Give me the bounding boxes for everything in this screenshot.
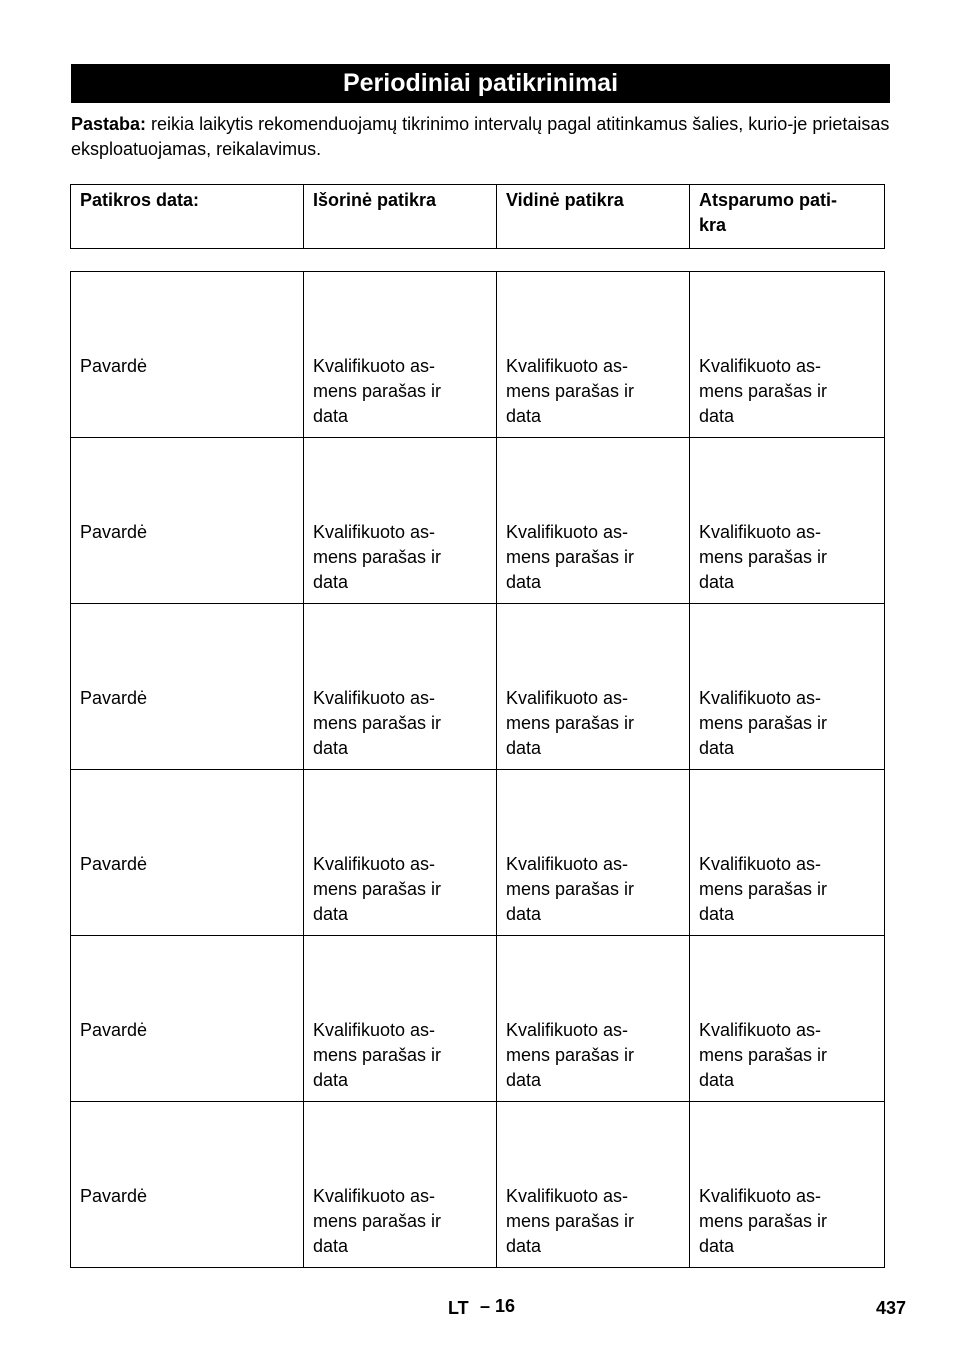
signature-label: mens parašas ir xyxy=(313,1211,442,1231)
signature-label: Kvalifikuoto as- xyxy=(313,522,436,542)
signature-label: data xyxy=(313,406,349,426)
signature-label: Kvalifikuoto as- xyxy=(313,1186,436,1206)
name-cell[interactable] xyxy=(71,1102,304,1268)
signature-label: data xyxy=(699,1236,735,1256)
signature-cell[interactable] xyxy=(497,604,690,770)
signature-cell[interactable] xyxy=(304,604,497,770)
signature-label: mens parašas ir xyxy=(506,879,635,899)
footer-page-number: – 16 xyxy=(480,1296,516,1316)
signature-label: data xyxy=(699,904,735,924)
signature-label: data xyxy=(313,904,349,924)
signature-cell[interactable] xyxy=(690,936,885,1102)
table-row xyxy=(71,1102,885,1268)
signature-label: Kvalifikuoto as- xyxy=(313,1020,436,1040)
signature-cell[interactable] xyxy=(497,936,690,1102)
signature-label: Kvalifikuoto as- xyxy=(506,356,629,376)
table-row xyxy=(71,770,885,936)
signature-cell[interactable] xyxy=(690,770,885,936)
name-cell[interactable] xyxy=(71,604,304,770)
signature-label: Kvalifikuoto as- xyxy=(313,854,436,874)
signature-label: data xyxy=(506,572,542,592)
signature-label: data xyxy=(506,1236,542,1256)
signature-label: mens parašas ir xyxy=(313,547,442,567)
signature-table xyxy=(70,271,885,1268)
name-label: Pavardė xyxy=(80,688,148,708)
signature-label: Kvalifikuoto as- xyxy=(506,1186,629,1206)
signature-cell[interactable] xyxy=(497,1102,690,1268)
signature-label: mens parašas ir xyxy=(699,1045,828,1065)
signature-label: data xyxy=(506,406,542,426)
note-paragraph xyxy=(71,112,891,162)
header-internal-check xyxy=(497,185,690,249)
signature-label: Kvalifikuoto as- xyxy=(699,688,822,708)
note-text: reikia laikytis rekomenduojamų tikrinimo intervalų pagal atitinkamus šalies, kurio-je prietaisas eksploatuojamas, reikalavimus. xyxy=(71,114,890,159)
signature-cell[interactable] xyxy=(304,438,497,604)
signature-label: mens parašas ir xyxy=(313,713,442,733)
signature-label: data xyxy=(699,738,735,758)
signature-label: mens parašas ir xyxy=(699,1211,828,1231)
signature-label: Kvalifikuoto as- xyxy=(313,356,436,376)
signature-label: Kvalifikuoto as- xyxy=(699,854,822,874)
signature-label: mens parašas ir xyxy=(313,879,442,899)
signature-cell[interactable] xyxy=(690,1102,885,1268)
signature-cell[interactable] xyxy=(304,770,497,936)
signature-label: Kvalifikuoto as- xyxy=(699,1020,822,1040)
signature-cell[interactable] xyxy=(497,770,690,936)
signature-label: mens parašas ir xyxy=(506,1045,635,1065)
name-label: Pavardė xyxy=(80,1020,148,1040)
signature-cell[interactable] xyxy=(304,1102,497,1268)
table-row xyxy=(71,604,885,770)
note-label: Pastaba: xyxy=(71,114,147,134)
signature-cell[interactable] xyxy=(497,272,690,438)
signature-cell[interactable] xyxy=(304,272,497,438)
signature-label: mens parašas ir xyxy=(313,1045,442,1065)
name-cell[interactable] xyxy=(71,770,304,936)
signature-label: mens parašas ir xyxy=(506,1211,635,1231)
name-cell[interactable] xyxy=(71,438,304,604)
signature-label: Kvalifikuoto as- xyxy=(506,854,629,874)
signature-label: data xyxy=(699,406,735,426)
header-resistance-check-label-1: Atsparumo pati- xyxy=(699,190,838,210)
header-inspection-date-label: Patikros data: xyxy=(80,190,200,210)
signature-label: data xyxy=(313,1070,349,1090)
signature-cell[interactable] xyxy=(304,936,497,1102)
signature-label: data xyxy=(313,572,349,592)
name-cell[interactable] xyxy=(71,936,304,1102)
signature-label: data xyxy=(506,904,542,924)
signature-label: data xyxy=(506,738,542,758)
signature-label: Kvalifikuoto as- xyxy=(313,688,436,708)
signature-label: mens parašas ir xyxy=(313,381,442,401)
table-row xyxy=(71,438,885,604)
page-title: Periodiniai patikrinimai xyxy=(71,64,890,103)
footer-total-page: 437 xyxy=(876,1298,907,1318)
signature-cell[interactable] xyxy=(497,438,690,604)
signature-label: mens parašas ir xyxy=(699,879,828,899)
signature-label: data xyxy=(699,1070,735,1090)
signature-label: mens parašas ir xyxy=(506,713,635,733)
signature-label: data xyxy=(506,1070,542,1090)
header-internal-check-label: Vidinė patikra xyxy=(506,190,624,210)
signature-label: mens parašas ir xyxy=(699,547,828,567)
table-row xyxy=(71,272,885,438)
signature-label: Kvalifikuoto as- xyxy=(699,522,822,542)
signature-cell[interactable] xyxy=(690,438,885,604)
signature-cell[interactable] xyxy=(690,272,885,438)
signature-label: Kvalifikuoto as- xyxy=(699,1186,822,1206)
signature-label: mens parašas ir xyxy=(699,713,828,733)
header-row xyxy=(71,185,885,249)
inspection-header-table xyxy=(70,184,885,249)
name-label: Pavardė xyxy=(80,522,148,542)
signature-label: Kvalifikuoto as- xyxy=(506,1020,629,1040)
signature-label: Kvalifikuoto as- xyxy=(506,688,629,708)
footer-language: LT xyxy=(448,1298,469,1318)
header-external-check-label: Išorinė patikra xyxy=(313,190,437,210)
signature-label: mens parašas ir xyxy=(699,381,828,401)
header-resistance-check xyxy=(690,185,885,249)
name-label: Pavardė xyxy=(80,1186,148,1206)
signature-cell[interactable] xyxy=(690,604,885,770)
signature-label: data xyxy=(313,738,349,758)
signature-table-body xyxy=(71,272,885,1268)
signature-label: data xyxy=(313,1236,349,1256)
name-cell[interactable] xyxy=(71,272,304,438)
signature-label: Kvalifikuoto as- xyxy=(506,522,629,542)
header-inspection-date xyxy=(71,185,304,249)
header-resistance-check-label-2: kra xyxy=(699,215,727,235)
table-row xyxy=(71,936,885,1102)
signature-label: mens parašas ir xyxy=(506,547,635,567)
name-label: Pavardė xyxy=(80,356,148,376)
signature-label: data xyxy=(699,572,735,592)
name-label: Pavardė xyxy=(80,854,148,874)
header-external-check xyxy=(304,185,497,249)
signature-label: mens parašas ir xyxy=(506,381,635,401)
signature-label: Kvalifikuoto as- xyxy=(699,356,822,376)
